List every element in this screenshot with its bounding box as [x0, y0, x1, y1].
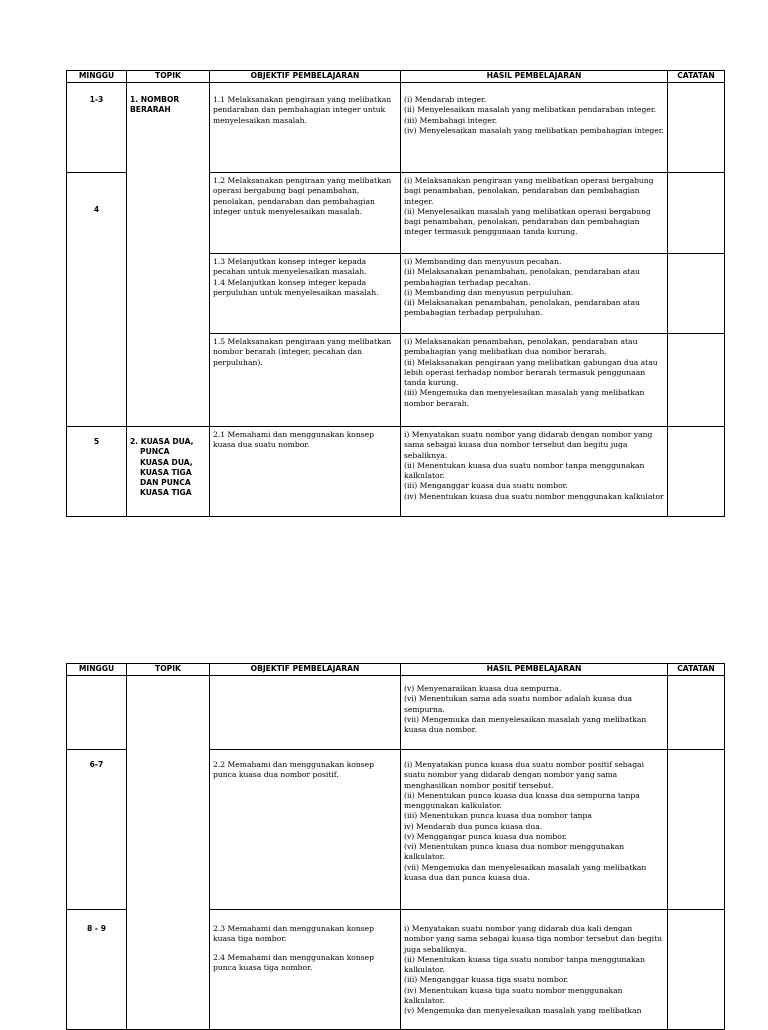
hasil-item: (ii) Menyelesaikan masalah yang melibatkan pendaraban integer.: [404, 105, 657, 115]
topik-text: 1. NOMBOR BERARAH: [130, 95, 180, 115]
table-row: [67, 83, 725, 173]
hasil-cell: [401, 334, 668, 427]
objektif-cell: [210, 334, 401, 427]
hasil-item: (i) Mendarab integer.: [404, 95, 487, 104]
hasil-cell: [401, 676, 668, 750]
catatan-cell: [668, 83, 725, 173]
hasil-item: (iii) Menganggar kuasa tiga suatu nombor.: [404, 975, 569, 985]
hasil-item: (iii) Membahagi integer.: [404, 115, 498, 125]
hasil-item: i) Menyatakan suatu nombor yang didarab dengan nombor yang sama sebagai kuasa dua nombor tersebut dan begitu juga sebaliknya.: [404, 430, 653, 460]
header-topik: TOPIK: [127, 71, 210, 83]
topik-cell: [127, 427, 210, 517]
catatan-cell: [668, 427, 725, 517]
objektif-text: 1.2 Melaksanakan pengiraan yang melibatkan operasi bergabung bagi penambahan, penolakan, pendaraban dan pembahagian integer untuk menyelesaikan masalah.: [213, 176, 392, 216]
table-header-row: [67, 664, 725, 676]
header-catatan: CATATAN: [668, 664, 725, 676]
topik-line: KUASA TIGA: [140, 488, 192, 498]
hasil-cell: [401, 750, 668, 910]
hasil-item: (i) Melaksanakan penambahan, penolakan, pendaraban atau pembahagian yang melibatkan dua nombor berarah.: [404, 337, 638, 357]
topik-cell: [127, 676, 210, 1030]
catatan-cell: [668, 750, 725, 910]
table-row: [67, 427, 725, 517]
topik-line: KUASA TIGA: [140, 467, 192, 477]
objektif-cell: [210, 83, 401, 173]
hasil-item: (vi) Menentukan sama ada suatu nombor adalah kuasa dua sempurna.: [404, 694, 632, 714]
header-topik: TOPIK: [127, 664, 210, 676]
minggu-cell: 6-7: [67, 750, 127, 910]
hasil-item: (iv) Menyelesaikan masalah yang melibatkan pembahagian integer.: [404, 125, 664, 135]
hasil-cell: [401, 910, 668, 1030]
hasil-cell: [401, 427, 668, 517]
catatan-cell: [668, 334, 725, 427]
hasil-item: (i) Melaksanakan pengiraan yang melibatkan operasi bergabung bagi penambahan, penolakan, pendaraban dan pembahagian integer.: [404, 176, 654, 206]
catatan-cell: [668, 173, 725, 254]
lesson-plan-table-1: [66, 70, 725, 517]
header-objektif: OBJEKTIF PEMBELAJARAN: [210, 664, 401, 676]
hasil-item: (ii) Menyelesaikan masalah yang melibatkan operasi bergabung bagi penambahan, penolakan, pendaraban dan pembahagian integer termasuk penggunaan tanda kurung.: [404, 206, 651, 237]
table-row: [67, 676, 725, 750]
minggu-cell: [67, 676, 127, 750]
objektif-cell: [210, 173, 401, 254]
hasil-item: iv) Mendarab dua punca kuasa dua.: [404, 821, 543, 831]
objektif-cell: [210, 676, 401, 750]
objektif-text: 1.4 Melanjutkan konsep integer kepada perpuluhan untuk menyelesaikan masalah.: [213, 277, 379, 297]
hasil-item: (v) Menggangar punca kuasa dua nombor.: [404, 831, 568, 841]
topik-line: PUNCA: [140, 447, 170, 457]
objektif-cell: [210, 254, 401, 334]
hasil-cell: [401, 83, 668, 173]
topik-line: 2. KUASA DUA,: [130, 437, 194, 446]
hasil-item: (vii) Mengemuka dan menyelesaikan masalah yang melibatkan kuasa dua nombor.: [404, 714, 647, 734]
objektif-text: 1.3 Melanjutkan konsep integer kepada pecahan untuk menyelesaikan masalah.: [213, 257, 367, 277]
lesson-plan-table-2: [66, 663, 725, 1030]
catatan-cell: [668, 254, 725, 334]
minggu-cell: 4: [67, 173, 127, 427]
header-hasil: HASIL PEMBELAJARAN: [401, 71, 668, 83]
hasil-item: i) Menyatakan suatu nombor yang didarab dua kali dengan nombor yang sama sebagai kuasa tiga nombor tersebut dan begitu juga sebaliknya.: [404, 924, 663, 954]
topik-line: KUASA DUA,: [140, 457, 193, 467]
hasil-item: (i) Membanding dan menyusun pecahan.: [404, 257, 562, 266]
header-objektif: OBJEKTIF PEMBELAJARAN: [210, 71, 401, 83]
objektif-text: 2.2 Memahami dan menggunakan konsep punca kuasa dua nombor positif.: [213, 760, 375, 780]
hasil-item: (iii) Menganggar kuasa dua suatu nombor.: [404, 481, 568, 491]
hasil-cell: [401, 173, 668, 254]
minggu-cell: 5: [67, 427, 127, 517]
hasil-cell: [401, 254, 668, 334]
hasil-item: (v) Menyenaraikan kuasa dua sempurna.: [404, 684, 562, 693]
topik-cell: [127, 83, 210, 427]
catatan-cell: [668, 676, 725, 750]
hasil-item: (ii) Melaksanakan penambahan, penolakan, pendaraban atau pembahagian terhadap perpuluhan.: [404, 298, 640, 318]
hasil-item: (ii) Menentukan punca kuasa dua kuasa dua sempurna tanpa menggunakan kalkulator.: [404, 790, 640, 810]
catatan-cell: [668, 910, 725, 1030]
objektif-text: 2.4 Memahami dan menggunakan konsep punca kuasa tiga nombor.: [213, 952, 375, 972]
header-minggu: MINGGU: [67, 664, 127, 676]
hasil-item: (iv) Menentukan kuasa dua suatu nombor menggunakan kalkulator: [404, 491, 664, 501]
objektif-text: 2.3 Memahami dan menggunakan konsep kuasa tiga nombor.: [213, 924, 375, 944]
hasil-item: (iv) Menentukan kuasa tiga suatu nombor menggunakan kalkulator.: [404, 985, 623, 1005]
objektif-cell: [210, 427, 401, 517]
hasil-item: (v) Mengemuka dan menyelesaikan masalah yang melibatkan: [404, 1006, 642, 1015]
hasil-item: (iii) Menentukan punca kuasa dua nombor tanpa: [404, 811, 592, 821]
hasil-item: (ii) Menentukan kuasa tiga suatu nombor tanpa menggunakan kalkulator.: [404, 954, 645, 974]
hasil-item: (vi) Menentukan punca kuasa dua nombor menggunakan kalkulator.: [404, 842, 625, 862]
objektif-cell: [210, 750, 401, 910]
table-header-row: [67, 71, 725, 83]
objektif-text: 1.1 Melaksanakan pengiraan yang melibatkan pendaraban dan pembahagian integer untuk menyelesaikan masalah.: [213, 95, 392, 125]
minggu-cell: 1-3: [67, 83, 127, 173]
hasil-item: (i) Menyatakan punca kuasa dua suatu nombor positif sebagai suatu nombor yang didarab dengan nombor yang sama menghasilkan nombor positif tersebut.: [404, 760, 645, 790]
hasil-item: (vii) Mengemuka dan menyelesaikan masalah yang melibatkan kuasa dua dan punca kuasa dua.: [404, 862, 647, 882]
objektif-text: 2.1 Memahami dan menggunakan konsep kuasa dua suatu nombor.: [213, 430, 375, 450]
hasil-item: (ii) Melaksanakan pengiraan yang melibatkan gabungan dua atau lebih operasi terhadap nombor berarah termasuk penggunaan tanda kurung.: [404, 357, 658, 387]
hasil-item: (ii) Menentukan kuasa dua suatu nombor tanpa menggunakan kalkulator.: [404, 460, 645, 480]
objektif-cell: [210, 910, 401, 1030]
hasil-item: (i) Membanding dan menyusun perpuluhan.: [404, 287, 574, 297]
header-minggu: MINGGU: [67, 71, 127, 83]
hasil-item: (ii) Melaksanakan penambahan, penolakan, pendaraban atau pembahagian terhadap pecahan.: [404, 267, 640, 287]
hasil-item: (iii) Mengemuka dan menyelesaikan masalah yang melibatkan nombor berarah.: [404, 388, 645, 408]
header-hasil: HASIL PEMBELAJARAN: [401, 664, 668, 676]
minggu-cell: 8 - 9: [67, 910, 127, 1030]
header-catatan: CATATAN: [668, 71, 725, 83]
topik-line: DAN PUNCA: [140, 478, 191, 487]
objektif-text: 1.5 Melaksanakan pengiraan yang melibatkan nombor berarah (integer, pecahan dan perpuluhan).: [213, 337, 392, 367]
